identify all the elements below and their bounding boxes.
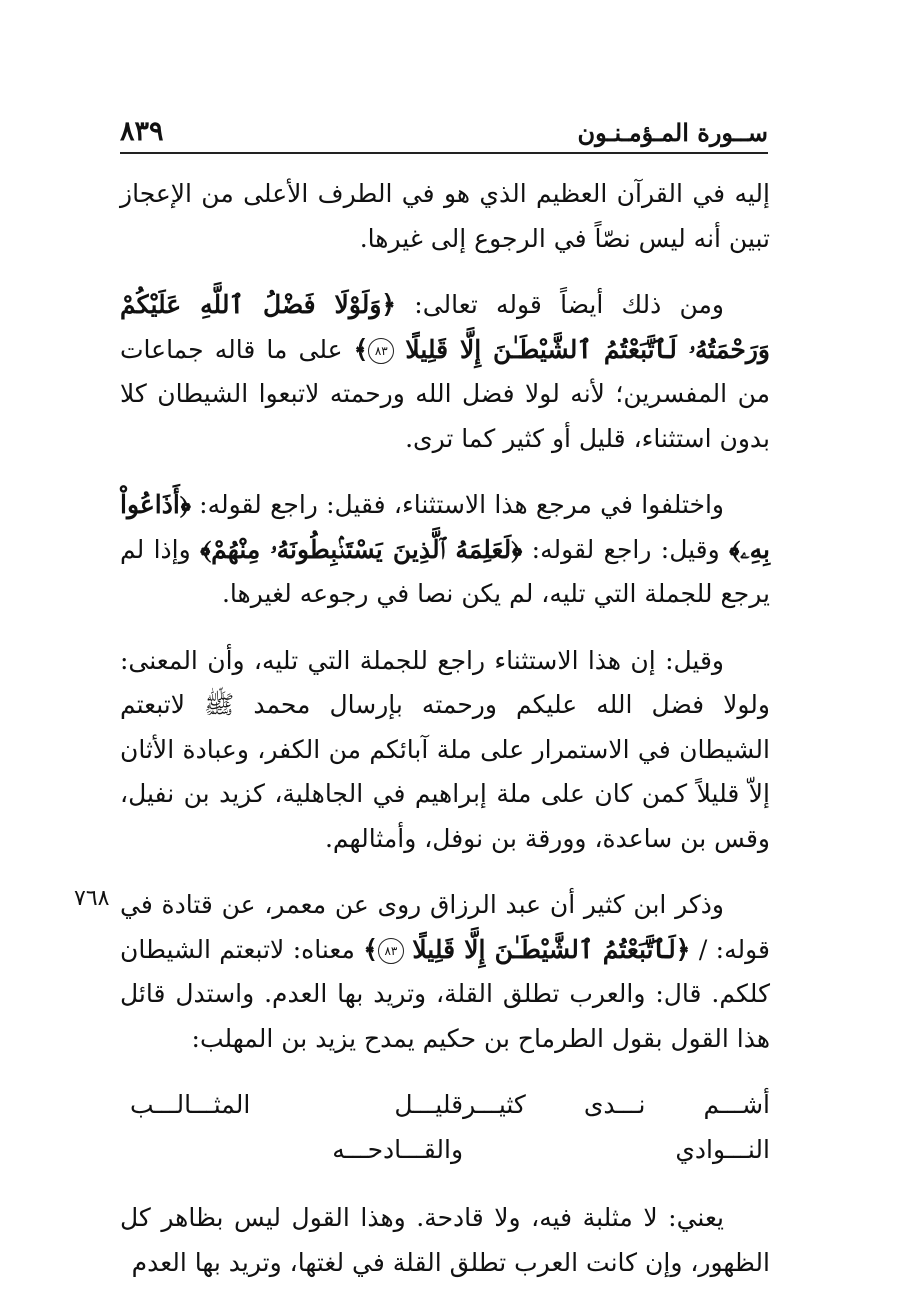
- surah-title: ســورة المـؤمـنـون: [577, 118, 768, 147]
- verse-first-hemistich: أشـــم نـــدى كثيـــر النـــوادي: [463, 1090, 770, 1164]
- paragraph-3-intro: واختلفوا في مرجع هذا الاستثناء، فقيل: راجع لقوله:: [199, 490, 724, 519]
- paragraph-4: وقيل: إن هذا الاستثناء راجع للجملة التي تليه، وأن المعنى: ولولا فضل الله عليكم ورحمته بإرسال محمد ﷺ لاتبعتم الشيطان في الاستمرار على ملة آبائكم من الكفر، وعبادة الأثان إلاّ قليلاً كمن كان على ملة إبراهيم في الجاهلية، كزيد بن نفيل، وقس بن ساعدة، وورقة بن نوفل، وأمثالهم.: [120, 645, 770, 853]
- ornate-bracket-close: ﴾: [200, 534, 212, 564]
- paragraph-1: إليه في القرآن العظيم الذي هو في الطرف الأعلى من الإعجاز تبين أنه ليس نصّاً في الرجوع إلى غيرها.: [120, 179, 770, 253]
- ayah-number-mark: ٨٣: [378, 938, 404, 964]
- ornate-bracket-close: ﴾: [363, 934, 378, 964]
- ornate-bracket-close: ﴾: [729, 534, 741, 564]
- quran-verse: لَعَلِمَهُ ٱلَّذِينَ يَسْتَنۢبِطُونَهُۥ مِنْهُمْ: [211, 534, 512, 564]
- paragraph-2: [120, 283, 770, 461]
- ornate-bracket-open: ﴿: [511, 534, 523, 564]
- paragraph-2-intro: ومن ذلك أيضاً قوله تعالى:: [414, 290, 724, 319]
- paragraph-5-intro: وذكر ابن كثير أن عبد الرزاق روى عن معمر، عن قتادة في قوله: /: [120, 890, 770, 964]
- quran-verse: لَٱتَّبَعْتُمُ ٱلشَّيْطَـٰنَ إِلَّا قَلِيلًا: [412, 934, 676, 964]
- poetry-verse: [120, 1083, 770, 1172]
- verse-second-hemistich: قليـــل المثـــالـــب والقـــادحـــه: [130, 1090, 464, 1164]
- ornate-bracket-open: ﴿: [675, 934, 691, 964]
- ornate-bracket-open: ﴿: [381, 290, 397, 319]
- paragraph-3-rest: وإذا لم يرجع للجملة التي تليه، لم يكن نصا في رجوعه لغيرها.: [120, 534, 770, 608]
- quran-verse: أَذَاعُواْ بِهِۦ: [120, 490, 771, 564]
- page-number: ٨٣٩: [120, 116, 164, 147]
- paragraph-2-rest: على ما قاله جماعات من المفسرين؛ لأنه لولا فضل الله ورحمته لاتبعوا الشيطان كلا بدون استثناء، قليل أو كثير كما ترى.: [120, 334, 770, 453]
- ayah-number-mark: ٨٣: [368, 338, 394, 364]
- page-body: [120, 172, 770, 1307]
- paragraph-3: [120, 483, 770, 617]
- paragraph-3-mid: وقيل: راجع لقوله:: [531, 534, 720, 564]
- ornate-bracket-open: ﴿: [179, 490, 191, 519]
- paragraph-5-rest: معناه: لاتبعتم الشيطان كلكم. قال: والعرب تطلق القلة، وتريد بها العدم. واستدل قائل هذا القول بقول الطرماح بن حكيم يمدح يزيد بن المهلب:: [120, 934, 770, 1053]
- paragraph-6: يعني: لا مثلبة فيه، ولا قادحة. وهذا القول ليس بظاهر كل الظهور، وإن كانت العرب تطلق القلة في لغتها، وتريد بها العدم: [120, 1203, 770, 1277]
- page-header: [120, 112, 768, 154]
- margin-page-reference: ٧٦٨: [74, 886, 110, 911]
- paragraph-5: [120, 883, 770, 1061]
- ornate-bracket-close: ﴾: [353, 334, 369, 364]
- quran-verse: وَلَوْلَا فَضْلُ ٱللَّهِ عَلَيْكُمْ وَرَحْمَتُهُۥ لَٱتَّبَعْتُمُ ٱلشَّيْطَـٰنَ إِلَّا قَلِيلًا: [120, 290, 770, 364]
